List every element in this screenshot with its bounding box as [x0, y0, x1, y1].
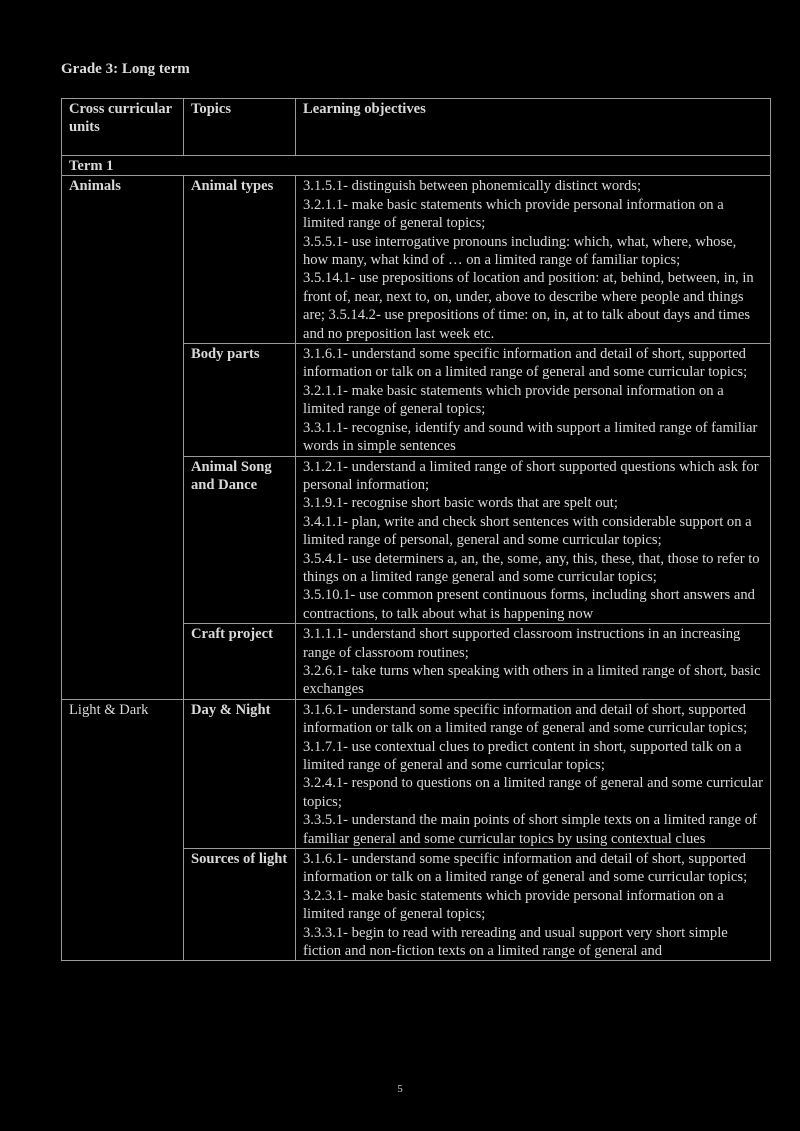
- learning-objective: 3.3.5.1- understand the main points of short simple texts on a limited range of familiar general and some curricular topics by using contextual clues: [303, 812, 757, 847]
- learning-objective: 3.5.14.1- use prepositions of location and position: at, behind, between, in, in front of, near, next to, on, under, above to describe where people and things are; 3.5.14.2- use prepositions of time: on, in, at to talk about days and times and no preposition last week etc.: [303, 270, 754, 342]
- learning-objective: 3.2.6.1- take turns when speaking with others in a limited range of short, basic exchanges: [303, 662, 761, 698]
- learning-objective: 3.1.9.1- recognise short basic words that are spelt out;: [303, 495, 618, 512]
- page-number: 5: [397, 1083, 403, 1095]
- learning-objective: 3.3.1.1- recognise, identify and sound with support a limited range of familiar words in simple sentences: [303, 419, 758, 455]
- header-cross-curricular-units: Cross curricular units: [62, 99, 184, 156]
- topic-cell: Sources of light: [184, 849, 296, 961]
- learning-objective: 3.1.1.1- understand short supported classroom instructions in an increasing range of classroom routines;: [303, 626, 741, 661]
- objectives-cell: [296, 849, 771, 961]
- learning-objective: 3.2.4.1- respond to questions on a limited range of general and some curricular topics;: [303, 775, 763, 810]
- term-label: Term 1: [62, 156, 771, 176]
- topic-cell: Animal Song and Dance: [184, 456, 296, 624]
- term-row: [62, 156, 771, 176]
- objectives-cell: [296, 699, 771, 848]
- header-row: [62, 99, 771, 156]
- topic-cell: Craft project: [184, 624, 296, 700]
- header-topics: Topics: [184, 99, 296, 156]
- objectives-cell: [296, 624, 771, 700]
- unit-cell: Animals: [62, 176, 184, 699]
- table-row: [62, 699, 771, 848]
- learning-objective: 3.1.7.1- use contextual clues to predict content in short, supported talk on a limited range of general and some curricular topics;: [303, 738, 742, 773]
- objectives-cell: [296, 176, 771, 344]
- learning-objective: 3.5.5.1- use interrogative pronouns including: which, what, where, whose, how many, what kind of … on a limited range of familiar topics;: [303, 233, 737, 269]
- learning-objective: 3.5.4.1- use determiners a, an, the, some, any, this, these, that, those to refer to things on a limited range general and some curricular topics;: [303, 550, 760, 585]
- long-term-plan-table: [61, 98, 771, 961]
- header-learning-objectives: Learning objectives: [296, 99, 771, 156]
- objectives-cell: [296, 344, 771, 456]
- learning-objective: 3.1.2.1- understand a limited range of short supported questions which ask for personal information;: [303, 458, 759, 493]
- topic-cell: Animal types: [184, 176, 296, 344]
- learning-objective: 3.1.6.1- understand some specific information and detail of short, supported information or talk on a limited range of general and some curricular topics;: [303, 851, 748, 886]
- topic-cell: Body parts: [184, 344, 296, 456]
- learning-objective: 3.5.10.1- use common present continuous forms, including short answers and contractions, to talk about what is happening now: [303, 587, 755, 622]
- learning-objective: 3.2.3.1- make basic statements which provide personal information on a limited range of general topics;: [303, 887, 724, 923]
- objectives-cell: [296, 456, 771, 624]
- page-heading: Grade 3: Long term: [61, 61, 190, 77]
- learning-objective: 3.3.3.1- begin to read with rereading and usual support very short simple fiction and non-fiction texts on a limited range of general and: [303, 924, 728, 960]
- learning-objective: 3.2.1.1- make basic statements which provide personal information on a limited range of general topics;: [303, 196, 724, 232]
- learning-objective: 3.1.6.1- understand some specific information and detail of short, supported information or talk on a limited range of general and some curricular topics;: [303, 346, 748, 381]
- topic-cell: Day & Night: [184, 699, 296, 848]
- learning-objective: 3.2.1.1- make basic statements which provide personal information on a limited range of general topics;: [303, 382, 724, 418]
- learning-objective: 3.1.5.1- distinguish between phonemically distinct words;: [303, 178, 642, 195]
- learning-objective: 3.4.1.1- plan, write and check short sentences with considerable support on a limited range of personal, general and some curricular topics;: [303, 513, 752, 549]
- table-row: [62, 176, 771, 344]
- learning-objective: 3.1.6.1- understand some specific information and detail of short, supported information or talk on a limited range of general and some curricular topics;: [303, 701, 748, 737]
- unit-cell: Light & Dark: [62, 699, 184, 961]
